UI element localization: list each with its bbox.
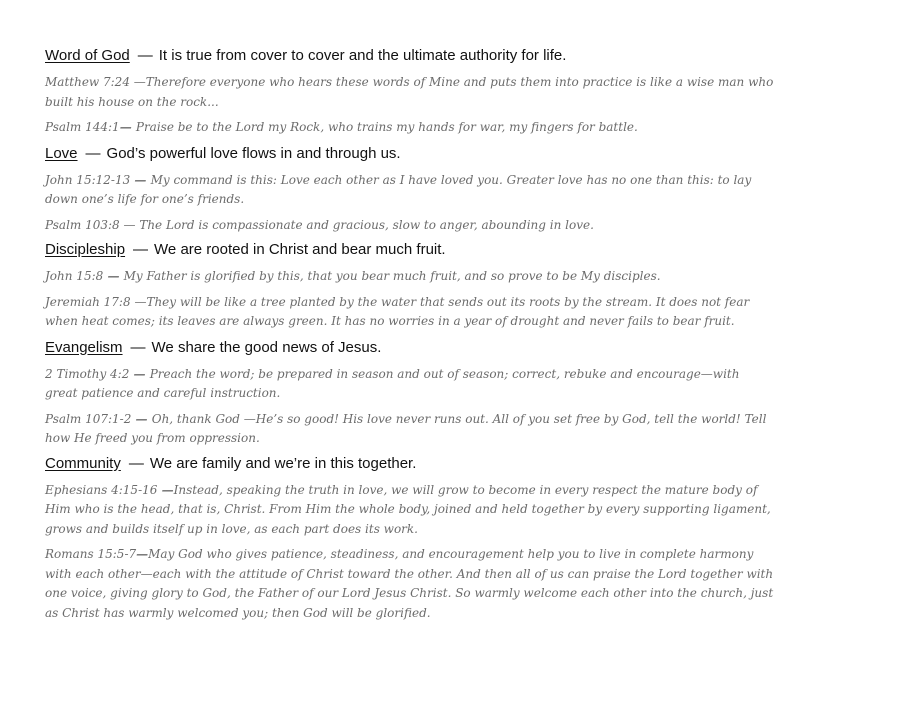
verse: [45, 293, 775, 332]
section-heading: [45, 338, 775, 358]
verse-separator: —: [157, 482, 174, 497]
verse-separator: —: [130, 172, 151, 187]
verse-text: They will be like a tree planted by the water that sends out its roots by the stream. It does not fear when heat comes; its leaves are always green. It has no worries in a year of drought and never fails to bear fruit.: [45, 294, 750, 328]
verse-reference: John 15:8: [45, 269, 104, 283]
verse-text: Therefore everyone who hears these words of Mine and puts them into practice is like a wise man who built his house on the rock...: [45, 75, 774, 109]
section-evangelism: [45, 338, 775, 449]
section-summary: God’s powerful love flows in and through us.: [106, 144, 401, 162]
verse-text: May God who gives patience, steadiness, and encouragement help you to live in complete harmony with each other—each with the attitude of Christ toward the other. And then all of us can praise the Lord together with one voice, giving glory to God, the Father of our Lord Jesus Christ. So warmly welcome each other into the church, just as Christ has warmly welcomed you; then God will be glorified.: [45, 547, 774, 620]
section-word-of-god: [45, 46, 775, 138]
heading-dash: —: [137, 47, 153, 64]
verse-separator: —: [130, 294, 147, 309]
verse-reference: Jeremiah 17:8: [45, 294, 131, 309]
section-term: Evangelism: [45, 338, 123, 356]
verse-separator: —: [129, 75, 146, 89]
verse: [45, 216, 775, 236]
verse-separator: —: [131, 411, 152, 426]
verse: [45, 481, 775, 540]
section-term: Community: [45, 454, 121, 472]
heading-dash: —: [128, 454, 144, 472]
section-heading: [45, 240, 775, 260]
section-discipleship: [45, 240, 775, 332]
section-summary: We are rooted in Christ and bear much fruit.: [154, 241, 446, 258]
verse: [45, 118, 775, 138]
verse: [45, 410, 775, 449]
verse-text: Instead, speaking the truth in love, we will grow to become in every respect the mature body of Him who is the head, that is, Christ. From Him the whole body, joined and held together by every supporting ligament, grows and builds itself up in love, as each part does its work.: [45, 482, 771, 536]
verse-reference: Romans 15:5-7: [45, 547, 137, 561]
verse-separator: —: [129, 366, 150, 381]
verse: [45, 171, 775, 210]
section-heading: [45, 144, 775, 164]
verse-reference: 2 Timothy 4:2: [45, 366, 130, 381]
verse-reference: Psalm 107:1-2: [45, 411, 132, 426]
verse-reference: Matthew 7:24: [45, 75, 130, 89]
heading-dash: —: [133, 241, 149, 258]
section-community: [45, 454, 775, 624]
section-summary: We share the good news of Jesus.: [151, 338, 382, 356]
verse-text: The Lord is compassionate and gracious, slow to anger, abounding in love.: [139, 217, 594, 232]
verse-separator: —: [119, 120, 136, 134]
verse-text: Praise be to the Lord my Rock, who trains my hands for war, my fingers for battle.: [135, 120, 638, 134]
section-term: Word of God: [45, 47, 130, 64]
verse-reference: John 15:12-13: [45, 172, 131, 187]
section-love: [45, 144, 775, 236]
section-summary: We are family and we’re in this together.: [149, 454, 417, 472]
verse-text: My Father is glorified by this, that you bear much fruit, and so prove to be My disciples.: [123, 269, 661, 283]
heading-dash: —: [85, 144, 101, 162]
verse-text: Oh, thank God —He’s so good! His love never runs out. All of you set free by God, tell the world! Tell how He freed you from oppression.: [45, 411, 767, 445]
verse-separator: —: [119, 217, 140, 232]
verse-separator: —: [103, 269, 124, 283]
section-summary: It is true from cover to cover and the ultimate authority for life.: [158, 47, 567, 64]
verse-separator: —: [136, 547, 149, 561]
verse: [45, 365, 775, 404]
verse: [45, 267, 775, 287]
section-heading: [45, 46, 775, 66]
verse-reference: Psalm 103:8: [45, 217, 120, 232]
verse-reference: Psalm 144:1: [45, 120, 120, 134]
section-heading: [45, 454, 775, 474]
verse-text: Preach the word; be prepared in season and out of season; correct, rebuke and encourage—with great patience and careful instruction.: [45, 366, 740, 400]
section-term: Discipleship: [45, 241, 126, 258]
verse: [45, 545, 775, 623]
document-page: [45, 46, 775, 629]
section-term: Love: [45, 144, 78, 162]
verse-reference: Ephesians 4:15-16: [45, 482, 158, 497]
verse: [45, 73, 775, 112]
heading-dash: —: [130, 338, 146, 356]
verse-text: My command is this: Love each other as I have loved you. Greater love has no one than this: to lay down one’s life for one’s friends.: [45, 172, 752, 206]
